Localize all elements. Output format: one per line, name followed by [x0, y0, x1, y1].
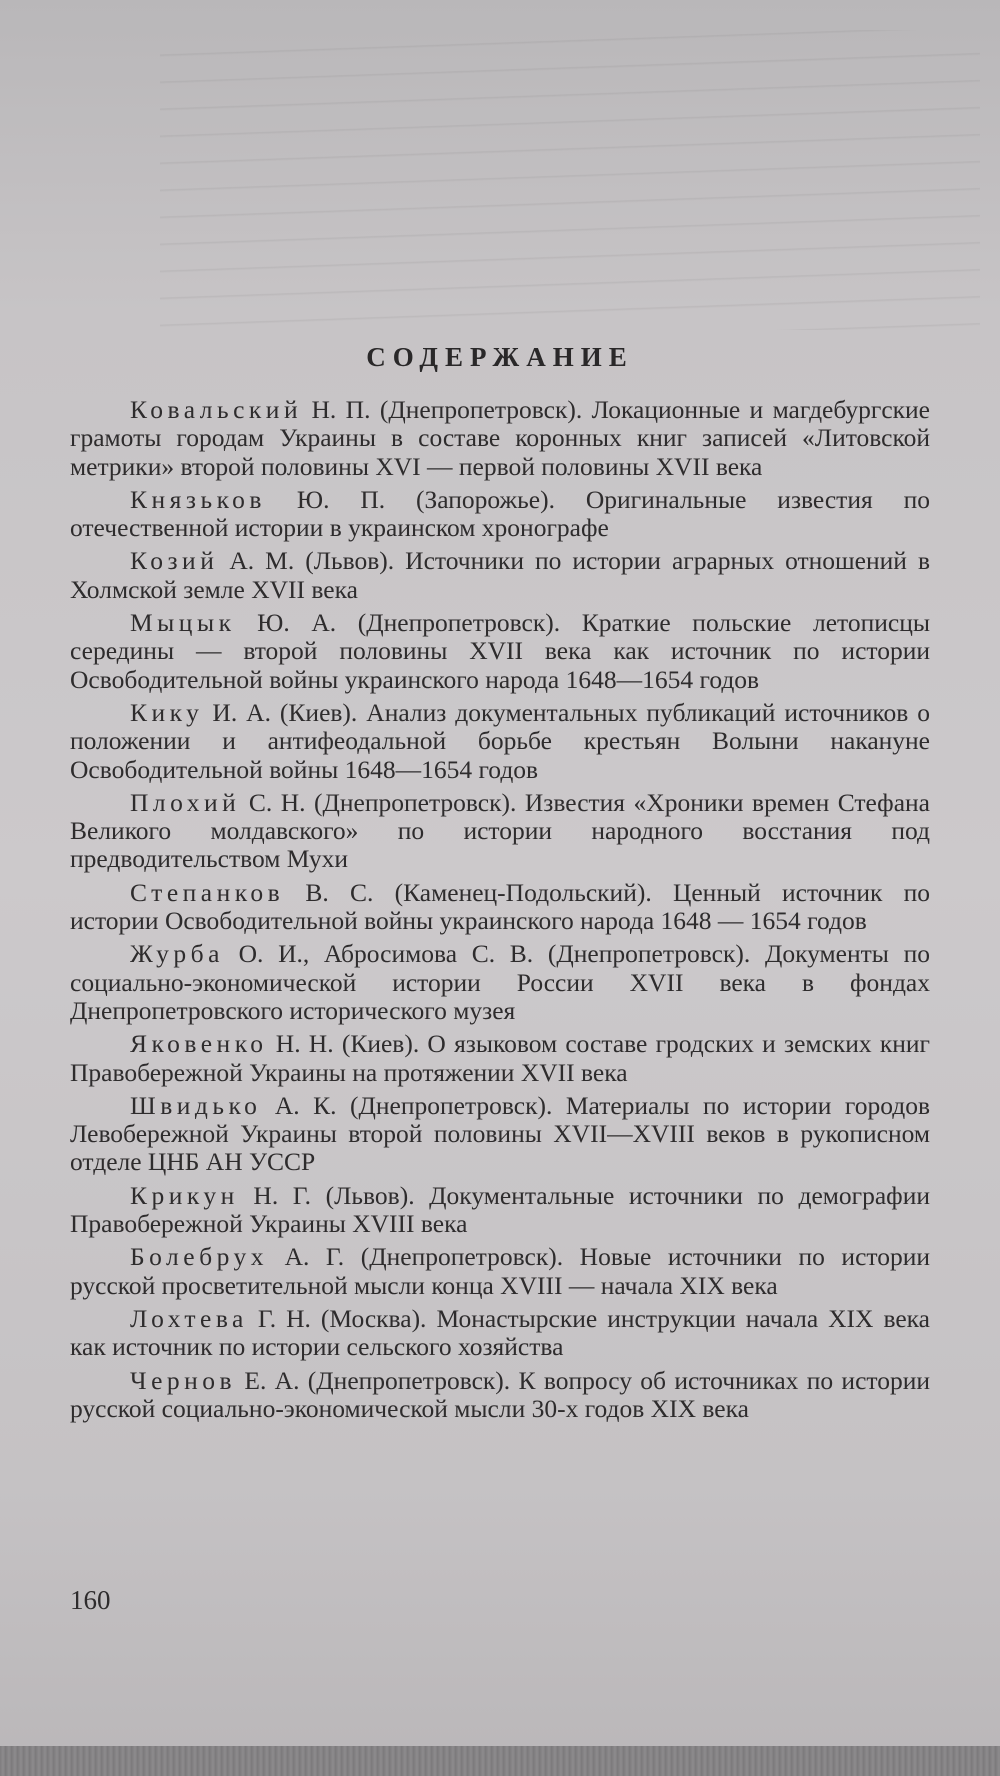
background-surface [0, 1746, 1000, 1776]
contents-entry [70, 1182, 930, 1239]
entry-author: Степанков [130, 877, 285, 907]
contents-entry [70, 396, 930, 481]
entry-text: Н. П. (Днепропетровск). Локационные и магдебургские грамоты городам Украины в составе коронных книг записей «Литовской метрики» второй половины XVI — первой половины XVII века [70, 395, 930, 481]
contents-entry [70, 486, 930, 543]
entry-text: Г. Н. (Москва). Монастырские инструкции начала XIX века как источник по истории сельского хозяйства [70, 1303, 930, 1362]
entry-text: А. М. (Львов). Источники по истории аграрных отношений в Холмской земле XVII века [70, 546, 930, 604]
entry-author: Крикун [130, 1180, 239, 1210]
contents-list [70, 396, 930, 1428]
show-through-text [160, 30, 980, 330]
page-number: 160 [70, 1585, 111, 1615]
entry-text: А. Г. (Днепропетровск). Новые источники по истории русской просветительной мысли конца XVIII — начала XIX века [70, 1242, 930, 1300]
entry-author: Лохтева [130, 1303, 248, 1333]
entry-author: Чернов [130, 1365, 237, 1395]
entry-text: Н. Н. (Киев). О языковом составе гродских и земских книг Правобережной Украины на протяжении XVII века [70, 1029, 930, 1087]
contents-heading: СОДЕРЖАНИЕ [366, 342, 634, 372]
entry-author: Швидько [130, 1090, 262, 1120]
entry-text: Н. Г. (Львов). Документальные источники по демографии Правобережной Украины XVIII века [70, 1180, 930, 1239]
entry-text: Ю. П. (Запорожье). Оригинальные известия по отечественной истории в украинском хронографе [70, 484, 930, 543]
entry-text: И. А. (Киев). Анализ документальных публикаций источников о положении и антифеодальной борьбе крестьян Волыни накануне Освободительной войны 1648—1654 годов [70, 697, 930, 784]
entry-text: С. Н. (Днепропетровск). Известия «Хроники времен Стефана Великого молдавского» по истории народного восстания под предводительством Мухи [70, 787, 930, 874]
entry-text: А. К. (Днепропетровск). Материалы по истории городов Левобережной Украины второй половины XVII—XVIII веков в рукописном отделе ЦНБ АН УССР [70, 1090, 930, 1177]
entry-author: Мыцык [130, 608, 236, 638]
entry-author: Ковальский [130, 395, 303, 424]
entry-author: Кику [130, 697, 204, 727]
entry-author: Болебрух [130, 1242, 268, 1272]
contents-entry [70, 789, 930, 874]
entry-text: В. С. (Каменец-Подольский). Ценный источник по истории Освободительной войны украинского народа 1648 — 1654 годов [70, 877, 930, 936]
contents-entry [70, 1367, 930, 1424]
entry-text: Ю. А. (Днепропетровск). Краткие польские летописцы середины — второй половины XVII века как источник по истории Освободительной войны украинского народа 1648—1654 годов [70, 608, 930, 694]
entry-author: Яковенко [130, 1029, 268, 1059]
entry-text: Е. А. (Днепропетровск). К вопросу об источниках по истории русской социально-экономической мысли 30-х годов XIX века [70, 1365, 930, 1423]
contents-entry [70, 609, 930, 694]
contents-entry [70, 1243, 930, 1300]
entry-author: Плохий [130, 787, 241, 817]
contents-entry [70, 879, 930, 936]
contents-entry [70, 1305, 930, 1362]
entry-text: О. И., Абросимова С. В. (Днепропетровск). Документы по социально-экономической истории России XVII века в фондах Днепропетровского исторического музея [70, 939, 930, 1025]
entry-author: Князьков [130, 484, 266, 514]
contents-entry [70, 547, 930, 604]
contents-entry [70, 699, 930, 784]
contents-entry [70, 940, 930, 1025]
entry-author: Козий [130, 546, 219, 576]
contents-entry [70, 1030, 930, 1087]
contents-entry [70, 1092, 930, 1177]
entry-author: Журба [130, 939, 224, 969]
